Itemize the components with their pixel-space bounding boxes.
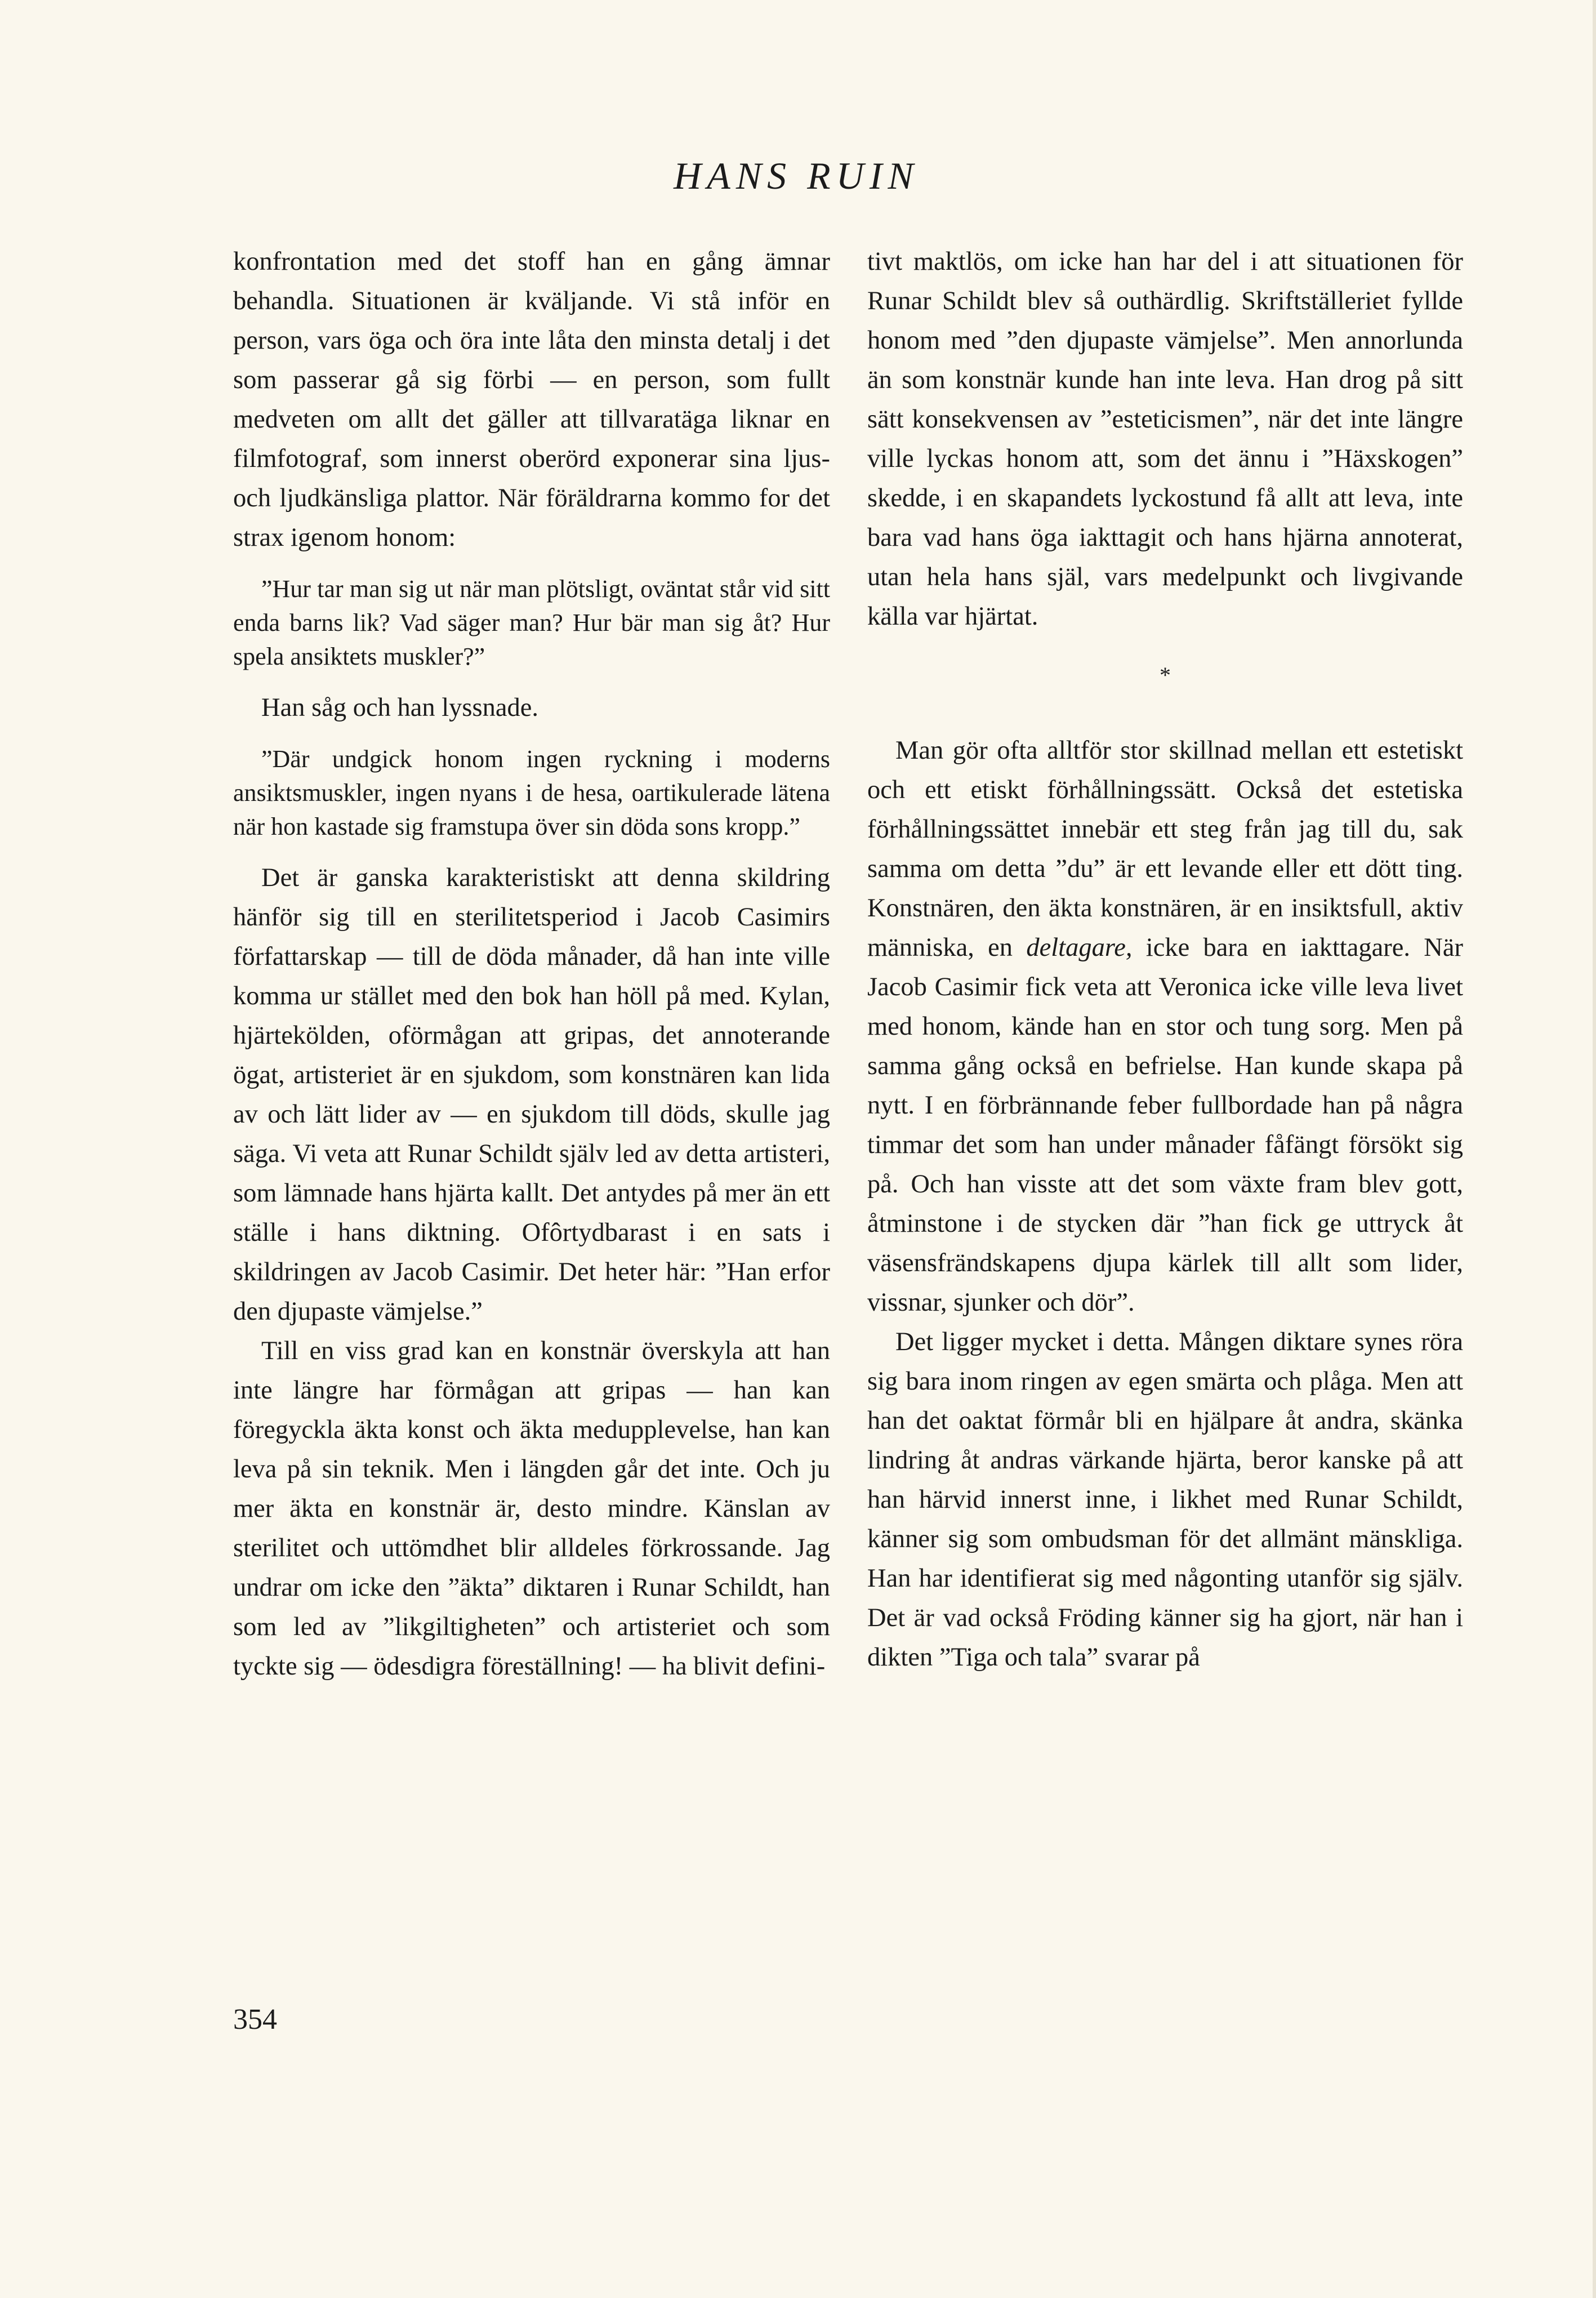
left-column <box>233 242 830 1686</box>
paragraph: Han såg och han lyssnade. <box>261 693 538 722</box>
page-number: 354 <box>233 2003 277 2036</box>
paragraph: konfrontation med det stoff han en gång ämnar behandla. Situationen är kväljande. Vi stå inför en person, vars öga och öra inte låta den minsta detalj i det som passerar gå sig förbi — en person, som fullt medveten om allt det gäller att tillvaratäga liknar en filmfotograf, som innerst oberörd exponerar sina ljus- och ljudkänsliga plattor. När föräldrarna kommo for det strax igenom honom: <box>233 247 830 552</box>
paragraph: Till en viss grad kan en konstnär överskyla att han inte längre har förmågan att gripas — han kan föregyckla äkta konst och äkta medupplevelse, han kan leva på sin teknik. Men i längden går det inte. Och ju mer äkta en konstnär är, desto mindre. Känslan av sterilitet och uttömdhet blir alldeles förkrossande. Jag undrar om icke den ”äkta” diktaren i Runar Schildt, han som led av ”likgiltigheten” och artisteriet och som tyckte sig — ödesdigra föreställning! — ha blivit defini- <box>233 1337 830 1681</box>
paragraph-text: icke bara en iakttagare. När Jacob Casimir fick veta att Veronica icke ville leva livet med honom, kände han en stor och tung sorg. Men på samma gång också en befrielse. Han kunde skapa på nytt. I en förbrännande feber fullbordade han på några timmar det som han under månader fåfängt försökt sig på. Och han visste att det som växte fram blev gott, åtminstone i de stycken där ”han fick ge uttryck åt väsensfrändskapens djupa kärlek till allt som lider, vissnar, sjunker och dör”. <box>867 933 1463 1317</box>
running-head: HANS RUIN <box>674 154 919 197</box>
paragraph <box>867 731 1463 1322</box>
block-quote: ”Hur tar man sig ut när man plötsligt, oväntat står vid sitt enda barns lik? Vad säger man? Hur bär man sig åt? Hur spela ansiktets muskler?” <box>233 575 830 670</box>
paragraph: Det ligger mycket i detta. Mången diktare synes röra sig bara inom ringen av egen smärta och plåga. Men att han det oaktat förmår bli en hjälpare åt andra, skänka lindring åt andras värkande hjärta, beror kanske på att han härvid innerst inne, i likhet med Runar Schildt, känner sig som ombudsman för det allmänt mänskliga. Han har identifierat sig med någonting utanför sig själv. Det är vad också Fröding känner sig ha gjort, när han i dikten ”Tiga och tala” svarar på <box>867 1328 1463 1672</box>
section-separator: * <box>1160 662 1171 688</box>
emphasis: deltagare, <box>1026 933 1133 962</box>
block-quote: ”Där undgick honom ingen ryckning i moderns ansiktsmuskler, ingen nyans i de hesa, oartikulerade lätena när hon kastade sig framstupa över sin döda sons kropp.” <box>233 745 830 840</box>
paragraph: Det är ganska karakteristiskt att denna skildring hänför sig till en sterilitetsperiod i Jacob Casimirs författarskap — till de döda månader, då han inte ville komma ur stället med den bok han höll på med. Kylan, hjärtekölden, oförmågan att gripas, det annoterande ögat, artisteriet är en sjukdom, som konstnären kan lida av och lätt lider av — en sjukdom till döds, skulle jag säga. Vi veta att Runar Schildt själv led av detta artisteri, som lämnade hans hjärta kallt. Det antydes på mer än ett ställe i hans diktning. Ofôrtydbarast i en sats i skildringen av Jacob Casimir. Det heter här: ”Han erfor den djupaste vämjelse.” <box>233 863 830 1326</box>
paragraph-text: Man gör ofta alltför stor skillnad mellan ett estetiskt och ett etiskt förhållningssätt. Också det estetiska förhållningssättet innebär ett steg från jag till du, sak samma om detta ”du” är ett levande eller ett dött ting. Konstnären, den äkta konstnären, är en insiktsfull, aktiv människa, en <box>867 736 1463 962</box>
right-column <box>867 242 1463 1677</box>
paragraph: tivt maktlös, om icke han har del i att situationen för Runar Schildt blev så outhärdlig. Skriftställeriet fyllde honom med ”den djupaste vämjelse”. Men annorlunda än som konstnär kunde han inte leva. Han drog på sitt sätt konsekvensen av ”esteticismen”, när det inte längre ville lyckas honom att, som det ännu i ”Häxskogen” skedde, i en skapandets lyckostund få allt att leva, inte bara vad hans öga iakttagit och hans hjärna annoterat, utan hela hans själ, vars medelpunkt och livgivande källa var hjärtat. <box>867 247 1463 631</box>
